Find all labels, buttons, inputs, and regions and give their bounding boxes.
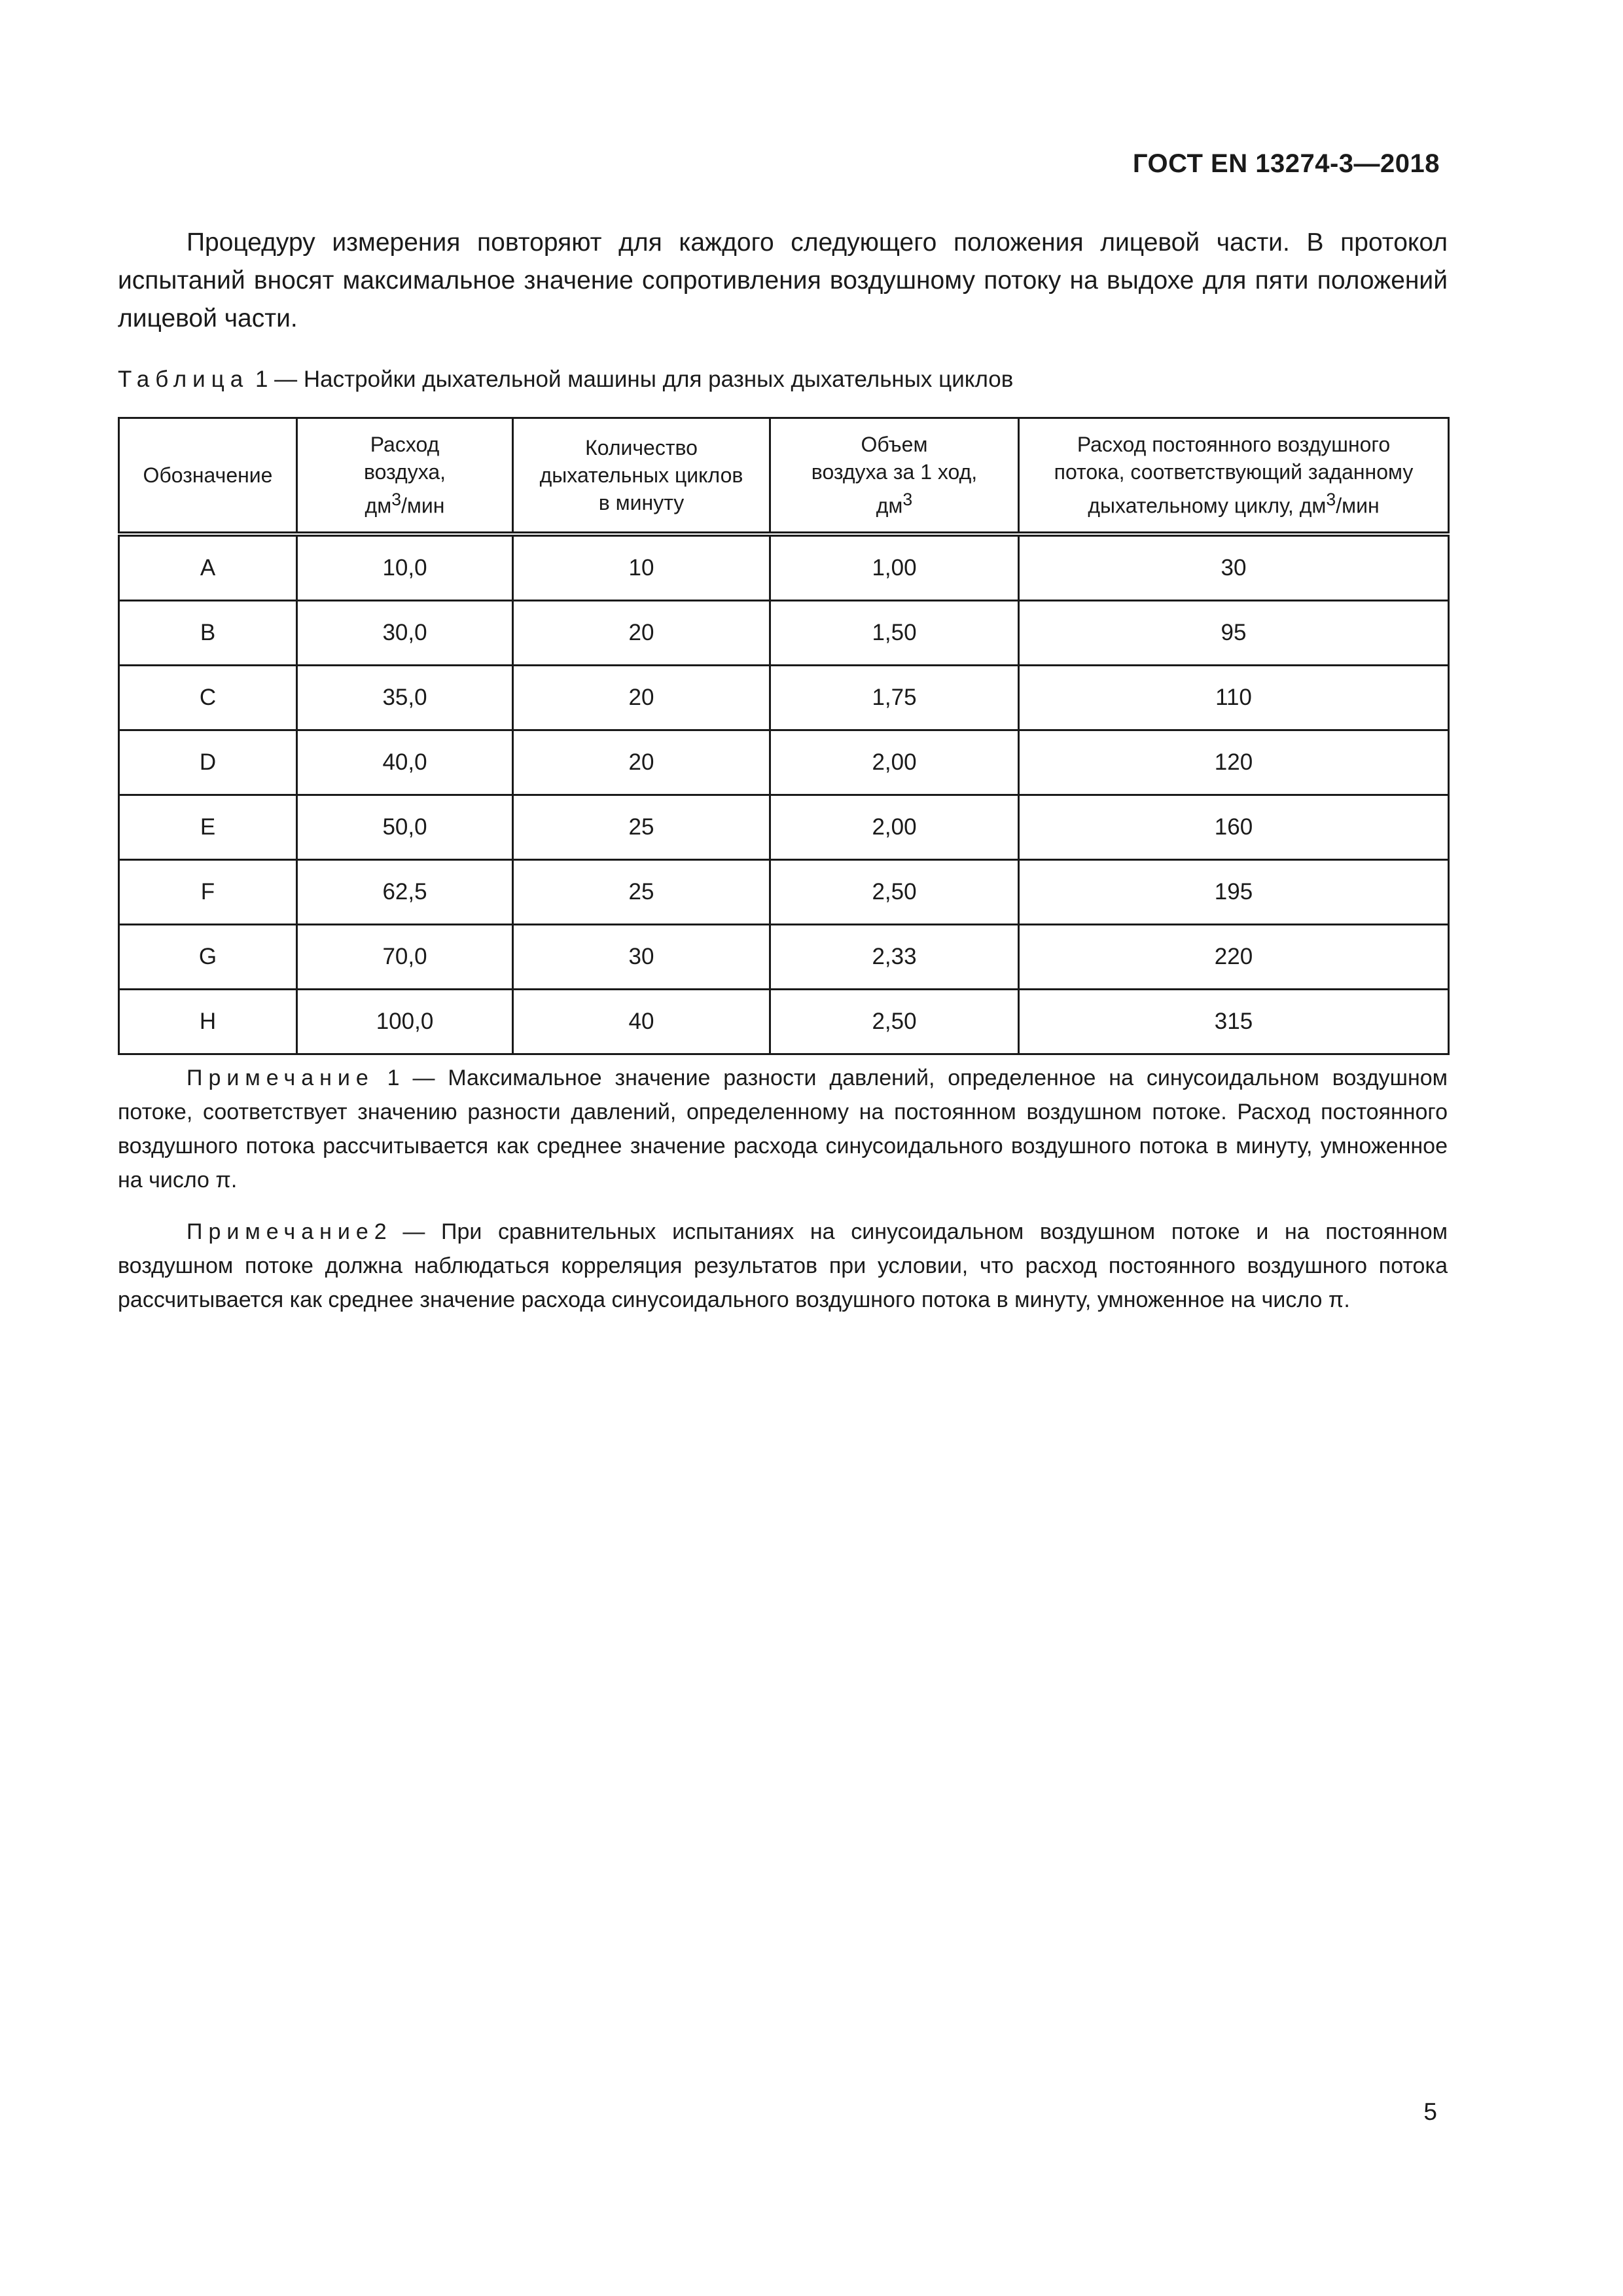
header-air-flow-line2: воздуха, [363, 460, 446, 484]
note-2-text: 2 — При сравнительных испытаниях на синусоидальном воздушном потоке и на постоянном воздушном потоке должна наблюдаться корреляция результатов при условии, что расход постоянного воздушного потока рассчитывается как среднее значение расхода синусоидального воздушного потока в минуту, умноженное на число π. [118, 1219, 1448, 1312]
header-air-flow-unit-pre: дм [365, 493, 392, 518]
cell-cycles: 20 [513, 666, 770, 730]
note-2-label: Примечание [187, 1219, 374, 1244]
header-constant-flow-sup: 3 [1326, 490, 1336, 510]
cell-volume: 1,75 [770, 666, 1019, 730]
header-volume [770, 418, 1019, 535]
note-1 [118, 1061, 1448, 1197]
header-constant-flow-line3 [1020, 486, 1448, 520]
cell-cycles: 20 [513, 601, 770, 666]
cell-designation: D [119, 730, 297, 795]
header-cycles-line2: дыхательных циклов [539, 463, 743, 487]
cell-designation: F [119, 860, 297, 925]
header-air-flow [297, 418, 513, 535]
cell-flow: 62,5 [297, 860, 513, 925]
cell-cycles: 25 [513, 860, 770, 925]
header-volume-unit-pre: дм [876, 493, 903, 518]
table-row [119, 860, 1449, 925]
cell-cycles: 30 [513, 925, 770, 990]
table-row [119, 730, 1449, 795]
table-row [119, 925, 1449, 990]
header-air-flow-unit [298, 486, 512, 520]
note-2 [118, 1215, 1448, 1317]
page-number: 5 [1423, 2098, 1437, 2125]
header-constant-flow [1019, 418, 1449, 535]
cell-constant-flow: 110 [1019, 666, 1449, 730]
cell-flow: 10,0 [297, 534, 513, 601]
cell-designation: G [119, 925, 297, 990]
table-row [119, 990, 1449, 1054]
header-designation-label: Обозначение [143, 463, 273, 487]
cell-volume: 2,33 [770, 925, 1019, 990]
cell-volume: 2,50 [770, 860, 1019, 925]
table-row [119, 795, 1449, 860]
table-row [119, 601, 1449, 666]
cell-constant-flow: 160 [1019, 795, 1449, 860]
cell-designation: E [119, 795, 297, 860]
cell-designation: B [119, 601, 297, 666]
table-caption-prefix: Таблица [118, 367, 249, 392]
header-air-flow-unit-sup: 3 [391, 490, 402, 510]
table-row [119, 534, 1449, 601]
table-header-row [119, 418, 1449, 535]
cell-designation: H [119, 990, 297, 1054]
intro-paragraph: Процедуру измерения повторяют для каждого следующего положения лицевой части. В протокол испытаний вносят максимальное значение сопротивления воздушному потоку на выдохе для пяти положений лицевой части. [118, 228, 1448, 332]
cell-cycles: 40 [513, 990, 770, 1054]
cell-constant-flow: 120 [1019, 730, 1449, 795]
table-row [119, 666, 1449, 730]
header-constant-flow-line3-post: /мин [1336, 493, 1380, 518]
breathing-machine-settings-table [118, 417, 1450, 1055]
note-1-text: 1 — Максимальное значение разности давлений, определенное на синусоидальном воздушном потоке, соответствует значению разности давлений, определенному на постоянном воздушном потоке. Расход постоянного воздушного потока рассчитывается как среднее значение расхода синусоидального воздушного потока в минуту, умноженное на число π. [118, 1066, 1448, 1193]
header-constant-flow-line2: потока, соответствующий заданному [1054, 460, 1414, 484]
header-air-flow-unit-post: /мин [401, 493, 445, 518]
cell-constant-flow: 220 [1019, 925, 1449, 990]
cell-cycles: 10 [513, 534, 770, 601]
cell-flow: 50,0 [297, 795, 513, 860]
header-constant-flow-line3-pre: дыхательному циклу, дм [1088, 493, 1327, 518]
cell-constant-flow: 95 [1019, 601, 1449, 666]
header-cycles-line1: Количество [585, 436, 698, 459]
header-cycles [513, 418, 770, 535]
header-cycles-line3: в минуту [598, 491, 685, 514]
cell-volume: 2,00 [770, 795, 1019, 860]
cell-flow: 100,0 [297, 990, 513, 1054]
cell-constant-flow: 30 [1019, 534, 1449, 601]
table-caption-title: 1 — Настройки дыхательной машины для разных дыхательных циклов [255, 367, 1014, 392]
cell-flow: 70,0 [297, 925, 513, 990]
cell-flow: 35,0 [297, 666, 513, 730]
cell-cycles: 25 [513, 795, 770, 860]
header-air-flow-line1: Расход [370, 433, 440, 457]
header-volume-line2: воздуха за 1 ход, [811, 460, 978, 484]
cell-flow: 30,0 [297, 601, 513, 666]
header-volume-unit [771, 486, 1018, 520]
header-volume-line1: Объем [861, 433, 928, 457]
header-designation [119, 418, 297, 535]
document-header: ГОСТ EN 13274-3—2018 [1132, 149, 1440, 178]
cell-designation: C [119, 666, 297, 730]
cell-cycles: 20 [513, 730, 770, 795]
note-1-label: Примечание [187, 1066, 374, 1090]
header-volume-unit-sup: 3 [902, 490, 913, 510]
cell-constant-flow: 195 [1019, 860, 1449, 925]
table-caption [118, 367, 1013, 393]
cell-flow: 40,0 [297, 730, 513, 795]
cell-designation: A [119, 534, 297, 601]
cell-volume: 2,50 [770, 990, 1019, 1054]
cell-volume: 2,00 [770, 730, 1019, 795]
header-constant-flow-line1: Расход постоянного воздушного [1077, 433, 1391, 457]
cell-volume: 1,00 [770, 534, 1019, 601]
cell-constant-flow: 315 [1019, 990, 1449, 1054]
cell-volume: 1,50 [770, 601, 1019, 666]
